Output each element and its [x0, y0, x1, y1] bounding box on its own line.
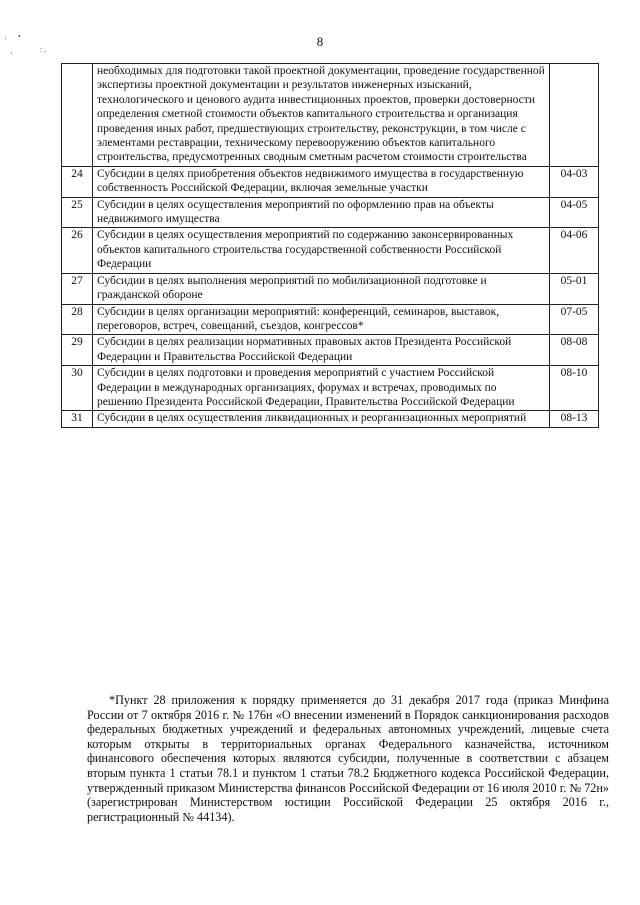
- row-code-cell: 08-08: [550, 335, 599, 366]
- row-description-cell: необходимых для подготовки такой проектной документации, проведение государственной экспертизы проектной документации и результатов инженерных изысканий, технологического и ценового аудита инвестиционных проектов, проверки достоверности определения сметной стоимости объектов капитального строительства и организация проведения иных работ, предшествующих строительству, реконструкции, в том числе с элементами реставрации, техническому перевооружению объектов капитального строительства, предусмотренных сводным сметным расчетом стоимости строительства: [93, 64, 550, 167]
- row-number-cell: 26: [62, 228, 93, 273]
- row-description-cell: Субсидии в целях подготовки и проведения мероприятий с участием Российской Федерации в международных организациях, форумах и встречах, проводимых по решению Президента Российской Федерации, Правительства Российской Федерации: [93, 366, 550, 411]
- row-number-cell: 29: [62, 335, 93, 366]
- table-row: [62, 366, 599, 411]
- row-number-cell: 30: [62, 366, 93, 411]
- row-code-cell: 04-03: [550, 166, 599, 197]
- row-code-cell: 08-13: [550, 411, 599, 427]
- table-row-continuation: [62, 64, 599, 167]
- row-description-cell: Субсидии в целях приобретения объектов недвижимого имущества в государственную собственность Российской Федерации, включая земельные участки: [93, 166, 550, 197]
- table-row: [62, 166, 599, 197]
- row-code-cell: 07-05: [550, 304, 599, 335]
- row-description-cell: Субсидии в целях осуществления ликвидационных и реорганизационных мероприятий: [93, 411, 550, 427]
- row-code-cell: 08-10: [550, 366, 599, 411]
- row-description-cell: Субсидии в целях осуществления мероприятий по содержанию законсервированных объектов капитального строительства государственной собственности Российской Федерации: [93, 228, 550, 273]
- row-description-cell: Субсидии в целях выполнения мероприятий по мобилизационной подготовке и гражданской обороне: [93, 273, 550, 304]
- scan-artifact-mark: ¸: [10, 45, 13, 54]
- scan-artifact-mark: : .: [40, 45, 47, 54]
- footnote: *Пункт 28 приложения к порядку применяется до 31 декабря 2017 года (приказ Минфина России от 7 октября 2016 г. № 176н «О внесении изменений в Порядок санкционирования расходов федеральных бюджетных учреждений и федеральных автономных учреждений, лицевые счета которым открыты в территориальных органах Федерального казначейства, источником финансового обеспечения которых являются субсидии, полученные в соответствии с абзацем вторым пункта 1 статьи 78.1 и пунктом 1 статьи 78.2 Бюджетного кодекса Российской Федерации, утвержденный приказом Министерства финансов Российской Федерации от 16 июля 2010 г. № 72н» (зарегистрирован Министерством юстиции Российской Федерации 25 октября 2016 г., регистрационный № 44134).: [87, 693, 609, 824]
- row-description-cell: Субсидии в целях реализации нормативных правовых актов Президента Российской Федерации и Правительства Российской Федерации: [93, 335, 550, 366]
- row-code-cell: [550, 64, 599, 167]
- page-number: 8: [316, 34, 324, 49]
- row-number-cell: [62, 64, 93, 167]
- row-description-cell: Субсидии в целях организации мероприятий: конференций, семинаров, выставок, переговоров, встреч, совещаний, съездов, конгрессов*: [93, 304, 550, 335]
- subsidies-table: [61, 63, 599, 428]
- row-number-cell: 27: [62, 273, 93, 304]
- row-code-cell: 04-06: [550, 228, 599, 273]
- row-code-cell: 05-01: [550, 273, 599, 304]
- table-row: [62, 228, 599, 273]
- scan-artifact-mark: •: [18, 32, 21, 41]
- table-row: [62, 304, 599, 335]
- row-number-cell: 31: [62, 411, 93, 427]
- table-row: [62, 411, 599, 427]
- row-description-cell: Субсидии в целях осуществления мероприятий по оформлению прав на объекты недвижимого имущества: [93, 197, 550, 228]
- table-row: [62, 197, 599, 228]
- table-row: [62, 335, 599, 366]
- row-number-cell: 28: [62, 304, 93, 335]
- row-number-cell: 24: [62, 166, 93, 197]
- table-row: [62, 273, 599, 304]
- scan-artifact-mark: ': [5, 36, 7, 45]
- row-code-cell: 04-05: [550, 197, 599, 228]
- row-number-cell: 25: [62, 197, 93, 228]
